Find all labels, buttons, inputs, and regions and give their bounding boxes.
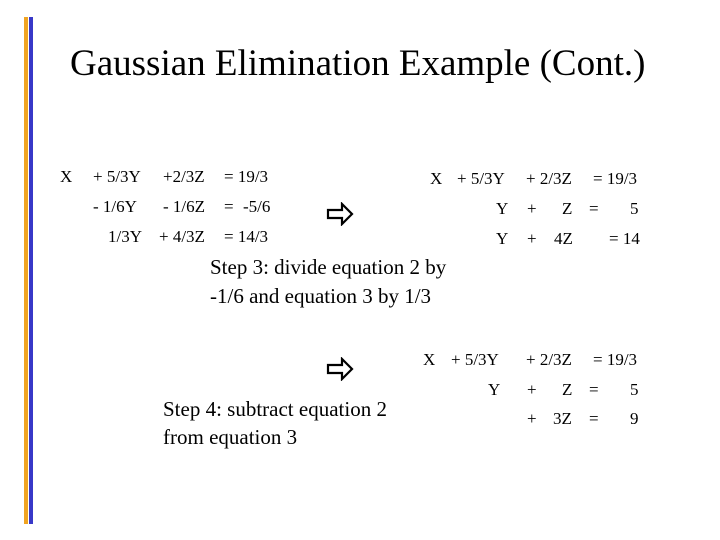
right-arrow-icon: [326, 357, 354, 381]
s4-r2-y: Y: [488, 380, 501, 399]
s4-r1-z: + 2/3Z: [526, 350, 572, 369]
left-r1-y: + 5/3Y: [93, 167, 141, 186]
s3-r2-y: Y: [496, 199, 509, 218]
s4-r2-z: Z: [562, 380, 573, 399]
s4-r3-eq: =: [589, 409, 599, 428]
left-r3-y: 1/3Y: [108, 227, 142, 246]
left-r2-rhs: -5/6: [243, 197, 271, 216]
s3-r3-plus: +: [527, 229, 537, 248]
step3-line1: Step 3: divide equation 2 by: [210, 255, 447, 279]
s3-r1-x: X: [430, 169, 443, 188]
left-r2-y: - 1/6Y: [93, 197, 137, 216]
s3-r2-rhs: 5: [630, 199, 639, 218]
left-r1-x: X: [60, 167, 73, 186]
s4-r1-rhs: = 19/3: [593, 350, 638, 369]
s4-r3-plus: +: [527, 409, 537, 428]
right-arrow-icon: [326, 202, 354, 226]
left-r2-z: - 1/6Z: [163, 197, 206, 216]
s4-r3-z: 3Z: [553, 409, 572, 428]
step4-line2: from equation 3: [163, 425, 298, 449]
s3-r2-plus: +: [527, 199, 537, 218]
step4-line1: Step 4: subtract equation 2: [163, 397, 387, 421]
s3-r2-z: Z: [562, 199, 573, 218]
s3-r3-rhs: = 14: [609, 229, 640, 248]
s4-r1-y: + 5/3Y: [451, 350, 499, 369]
slide-title: Gaussian Elimination Example (Cont.): [70, 43, 646, 84]
left-r1-rhs: = 19/3: [224, 167, 269, 186]
left-r2-eq: =: [224, 197, 234, 216]
s3-r1-rhs: = 19/3: [593, 169, 638, 188]
s4-r3-rhs: 9: [630, 409, 639, 428]
accent-bar-gold: [24, 17, 28, 524]
step3-line2: -1/6 and equation 3 by 1/3: [210, 284, 432, 308]
s3-r3-z: 4Z: [554, 229, 573, 248]
s3-r3-y: Y: [496, 229, 509, 248]
left-r1-z: +2/3Z: [163, 167, 205, 186]
s4-r2-rhs: 5: [630, 380, 639, 399]
left-r3-rhs: = 14/3: [224, 227, 269, 246]
s4-r2-eq: =: [589, 380, 599, 399]
s3-r1-y: + 5/3Y: [457, 169, 505, 188]
s4-r2-plus: +: [527, 380, 537, 399]
s3-r1-z: + 2/3Z: [526, 169, 572, 188]
left-r3-z: + 4/3Z: [159, 227, 205, 246]
s4-r1-x: X: [423, 350, 436, 369]
accent-bar-blue: [29, 17, 33, 524]
s3-r2-eq: =: [589, 199, 599, 218]
